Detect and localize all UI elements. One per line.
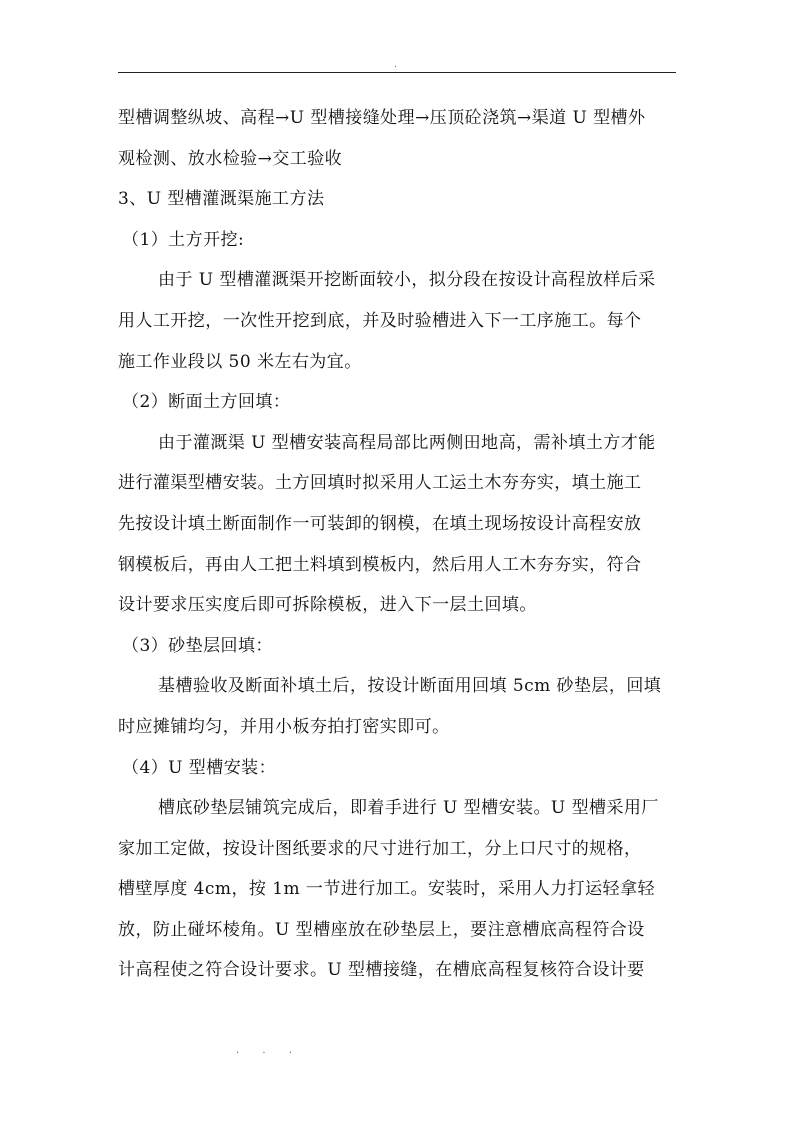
header-rule [118, 72, 676, 73]
paragraph-first-line: 基槽验收及断面补填土后，按设计断面用回填 5cm 砂垫层，回填 [158, 676, 662, 697]
paragraph-first-line: 由于 U 型槽灌溉渠开挖断面较小，拟分段在按设计高程放样后采 [158, 270, 656, 291]
paragraph-line: 时应摊铺均匀，并用小板夯拍打密实即可。 [118, 716, 450, 737]
subsection-heading: （3）砂垫层回填： [122, 635, 273, 656]
subsection-heading: （4）U 型槽安装： [122, 757, 277, 778]
body-line-continued: 型槽调整纵坡、高程→U 型槽接缝处理→压顶砼浇筑→渠道 U 型槽外 [118, 108, 646, 128]
paragraph-first-line: 由于灌溉渠 U 型槽安装高程局部比两侧田地高，需补填土方才能 [158, 432, 656, 453]
paragraph-line: 设计要求压实度后即可拆除模板，进入下一层土回填。 [118, 595, 537, 616]
paragraph-line: 放，防止碰坏棱角。U 型槽座放在砂垫层上，要注意槽底高程符合设 [118, 919, 645, 940]
paragraph-line: 进行灌渠型槽安装。土方回填时拟采用人工运土木夯夯实，填土施工 [118, 473, 642, 494]
body-line-continued: 观检测、放水检验→交工验收 [118, 148, 343, 169]
paragraph-line: 钢模板后，再由人工把土料填到模板内，然后用人工木夯夯实，符合 [118, 554, 642, 575]
paragraph-line: 先按设计填土断面制作一可装卸的钢模，在填土现场按设计高程安放 [118, 513, 642, 534]
paragraph-line: 用人工开挖，一次性开挖到底，并及时验槽进入下一工序施工。每个 [118, 310, 642, 331]
subsection-heading: （2）断面土方回填： [122, 392, 291, 413]
paragraph-first-line: 槽底砂垫层铺筑完成后，即着手进行 U 型槽安装。U 型槽采用厂 [158, 798, 659, 819]
paragraph-line: 计高程使之符合设计要求。U 型槽接缝，在槽底高程复核符合设计要 [118, 960, 645, 981]
subsection-heading: （1）土方开挖: [122, 229, 245, 250]
paragraph-line: 家加工定做，按设计图纸要求的尺寸进行加工，分上口尺寸的规格， [118, 838, 642, 859]
header-mark: . [394, 60, 397, 70]
section-heading: 3、U 型槽灌溉渠施工方法 [118, 189, 325, 210]
paragraph-line: 槽壁厚度 4cm，按 1m 一节进行加工。安装时，采用人力打运轻拿轻 [118, 879, 655, 900]
paragraph-line: 施工作业段以 50 米左右为宜。 [118, 351, 362, 372]
footer-mark: . . . [236, 1045, 302, 1056]
document-body [118, 98, 684, 991]
